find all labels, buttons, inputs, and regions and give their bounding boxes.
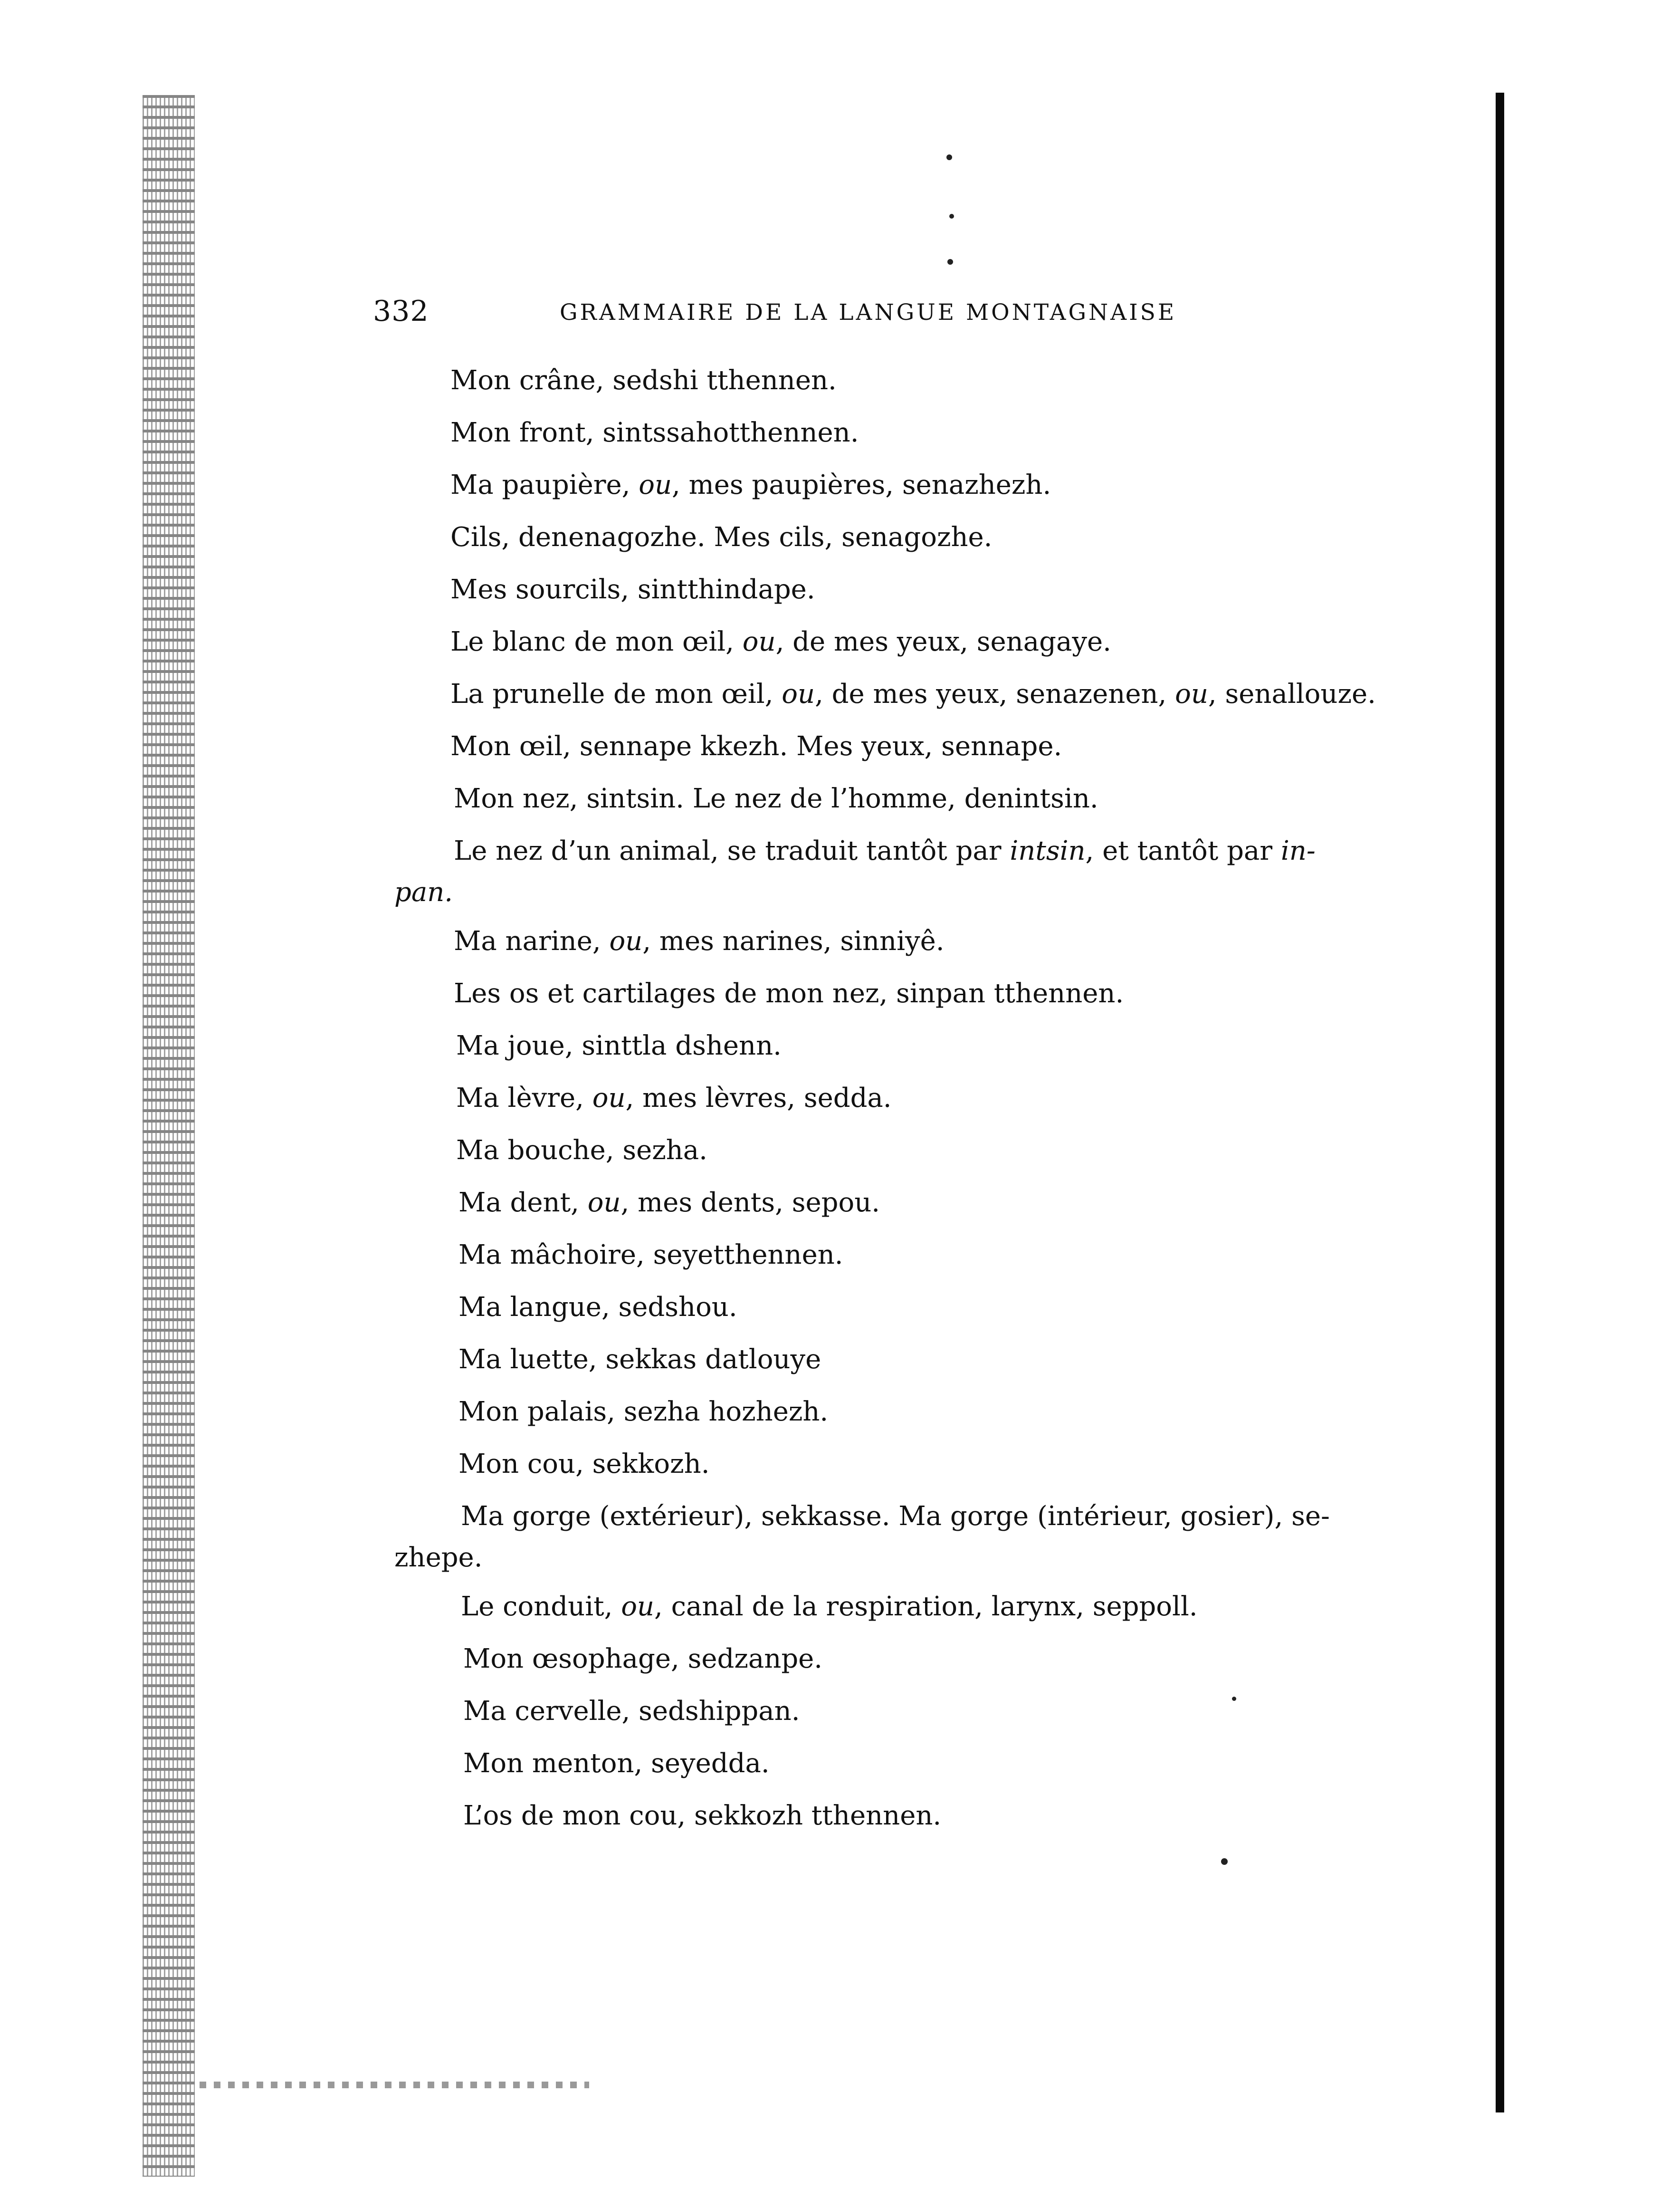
text-line xyxy=(458,1449,710,1479)
text-segment: , de mes yeux, senazenen, xyxy=(815,679,1175,710)
text-segment: La prunelle de mon œil, xyxy=(450,679,782,710)
text-line xyxy=(450,522,992,553)
text-line xyxy=(458,1239,843,1270)
text-line xyxy=(456,1135,707,1166)
text-line xyxy=(456,1083,892,1114)
text-segment: Mon front, sintssahotthennen. xyxy=(450,417,859,448)
text-segment: Ma gorge (extérieur), sekkasse. Ma gorge (intérieur, gosier), se- xyxy=(461,1501,1330,1532)
italic-segment: ou xyxy=(742,626,776,657)
text-line xyxy=(450,470,1051,500)
text-line xyxy=(450,679,1376,710)
page-number: 332 xyxy=(373,295,429,328)
binding-gutter-scan xyxy=(143,95,195,2177)
text-line xyxy=(450,365,837,396)
text-line xyxy=(450,574,815,605)
text-line xyxy=(461,1501,1330,1532)
italic-segment: ou xyxy=(1175,679,1208,710)
italic-segment: intsin xyxy=(1010,835,1086,866)
text-line xyxy=(463,1800,941,1831)
text-line xyxy=(450,417,859,448)
text-line xyxy=(454,926,945,957)
text-segment: L’os de mon cou, sekkozh tthennen. xyxy=(463,1800,942,1831)
text-segment: zhepe. xyxy=(394,1542,483,1573)
text-line xyxy=(458,1187,880,1218)
text-line xyxy=(394,1542,483,1573)
text-line xyxy=(461,1591,1198,1622)
text-segment: Cils, denenagozhe. Mes cils, senagozhe. xyxy=(450,522,993,553)
text-segment: Ma mâchoire, seyetthennen. xyxy=(458,1239,843,1270)
text-line xyxy=(450,731,1062,762)
text-line xyxy=(450,626,1111,657)
text-segment: Mon palais, sezha hozhezh. xyxy=(458,1396,829,1427)
text-segment: Ma bouche, sezha. xyxy=(456,1135,707,1166)
text-segment: , mes narines, sinniyê. xyxy=(642,926,945,957)
text-line xyxy=(394,877,453,908)
text-segment: Mon œil, sennape kkezh. Mes yeux, sennape. xyxy=(450,731,1062,762)
text-segment: Ma langue, sedshou. xyxy=(458,1292,737,1323)
text-segment: Le nez d’un animal, se traduit tantôt par xyxy=(454,835,1010,866)
text-segment: Mon crâne, sedshi tthennen. xyxy=(450,365,837,396)
bottom-smudge xyxy=(200,2082,589,2088)
scan-speck xyxy=(949,214,954,219)
text-segment: Mon cou, sekkozh. xyxy=(458,1449,710,1479)
text-segment: , mes paupières, senazhezh. xyxy=(672,470,1051,500)
italic-segment: ou xyxy=(592,1083,626,1114)
text-line xyxy=(463,1643,822,1674)
scan-speck xyxy=(1232,1697,1236,1701)
page-header xyxy=(0,295,1680,333)
italic-segment: ou xyxy=(639,470,672,500)
scan-speck xyxy=(947,259,953,265)
text-segment: , mes lèvres, sedda. xyxy=(625,1083,892,1114)
right-edge-rule xyxy=(1496,93,1504,2112)
text-line xyxy=(458,1344,821,1375)
italic-segment: ou xyxy=(587,1187,621,1218)
text-segment: , de mes yeux, senagaye. xyxy=(775,626,1111,657)
text-line xyxy=(454,783,1098,814)
text-segment: Le conduit, xyxy=(461,1591,621,1622)
italic-segment: ou xyxy=(782,679,815,710)
text-segment: Mon œsophage, sedzanpe. xyxy=(463,1643,823,1674)
text-segment: Ma cervelle, sedshippan. xyxy=(463,1696,800,1727)
text-segment: Les os et cartilages de mon nez, sinpan tthennen. xyxy=(454,978,1124,1009)
text-segment: Ma joue, sinttla dshenn. xyxy=(456,1030,782,1061)
scan-speck xyxy=(1221,1858,1228,1865)
text-segment: Le blanc de mon œil, xyxy=(450,626,743,657)
text-segment: Mon menton, seyedda. xyxy=(463,1748,770,1779)
text-line xyxy=(463,1748,770,1779)
italic-segment: in- xyxy=(1280,835,1316,866)
text-segment: , et tantôt par xyxy=(1085,835,1281,866)
italic-segment: pan. xyxy=(394,877,453,908)
running-title: GRAMMAIRE DE LA LANGUE MONTAGNAISE xyxy=(560,299,1177,326)
text-line xyxy=(454,978,1124,1009)
text-segment: , senallouze. xyxy=(1208,679,1376,710)
text-line xyxy=(458,1396,828,1427)
text-segment: , mes dents, sepou. xyxy=(620,1187,880,1218)
text-line xyxy=(463,1696,800,1727)
text-segment: Ma paupière, xyxy=(450,470,639,500)
text-segment: Ma luette, sekkas datlouye xyxy=(458,1344,821,1375)
text-segment: Ma dent, xyxy=(458,1187,588,1218)
text-line xyxy=(454,835,1316,866)
text-segment: Mes sourcils, sintthindape. xyxy=(450,574,815,605)
text-segment: Ma narine, xyxy=(454,926,610,957)
text-line xyxy=(456,1030,782,1061)
text-segment: , canal de la respiration, larynx, seppoll. xyxy=(654,1591,1198,1622)
text-line xyxy=(458,1292,737,1323)
text-segment: Ma lèvre, xyxy=(456,1083,592,1114)
italic-segment: ou xyxy=(609,926,643,957)
scan-speck xyxy=(946,154,952,160)
text-segment: Mon nez, sintsin. Le nez de l’homme, denintsin. xyxy=(454,783,1098,814)
italic-segment: ou xyxy=(621,1591,654,1622)
